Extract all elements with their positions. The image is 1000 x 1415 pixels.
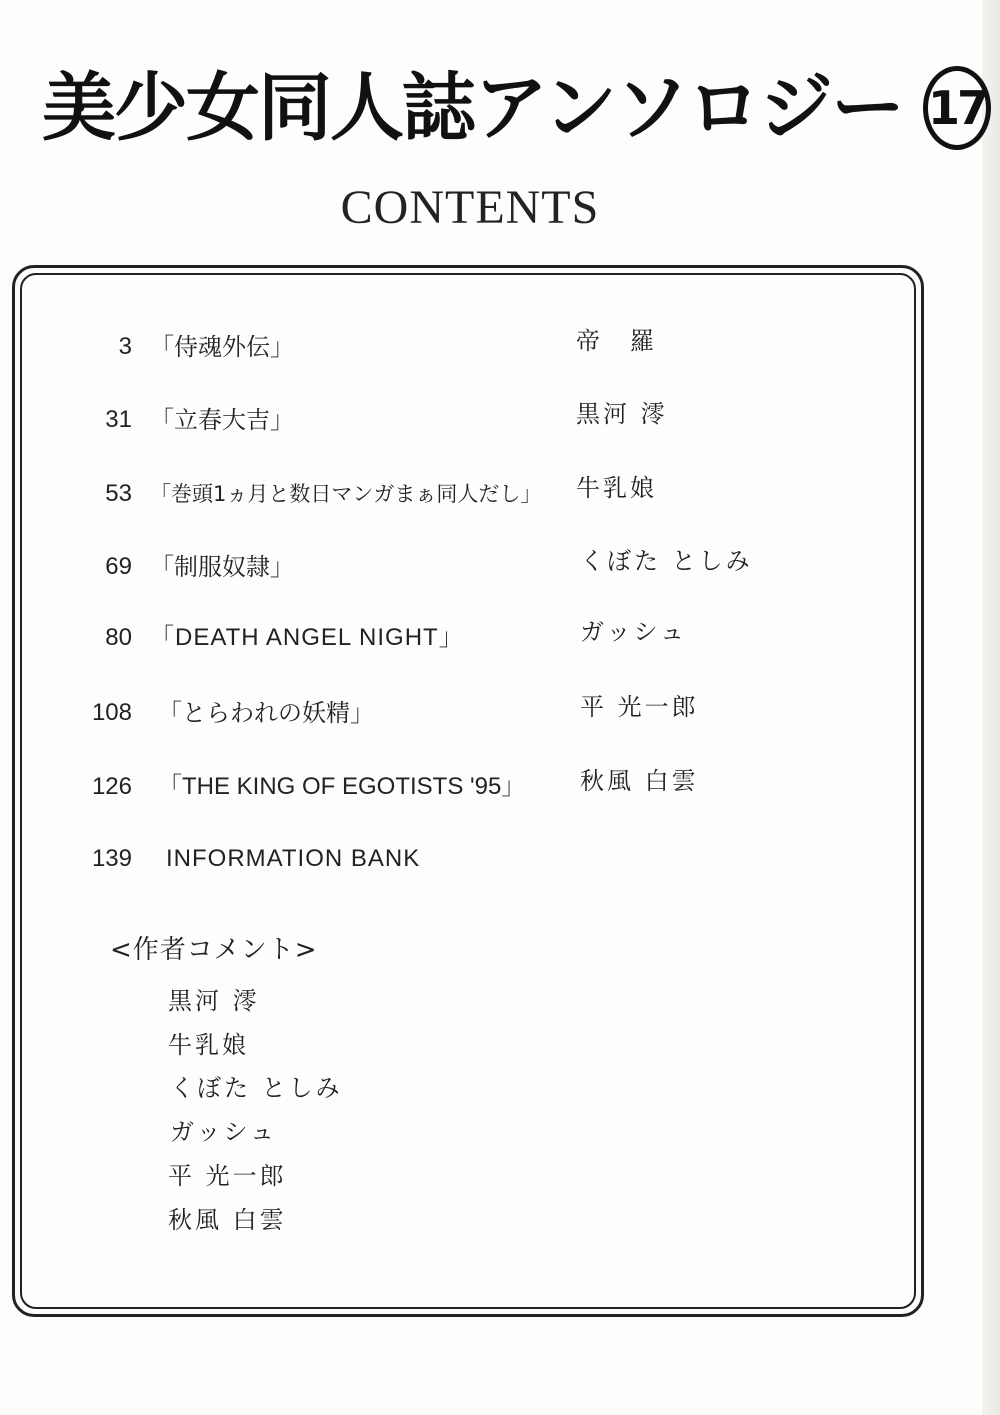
toc-author: くぼた としみ [580, 547, 753, 575]
volume-number-badge: 17 [923, 66, 991, 150]
toc-title: 「立春大吉」 [150, 406, 294, 434]
comment-author: 秋風 白雲 [168, 1206, 287, 1234]
toc-row [0, 400, 940, 440]
book-title-row [42, 58, 987, 158]
comment-row [0, 1114, 600, 1150]
toc-author: 秋風 白雲 [580, 767, 699, 795]
toc-page-number: 126 [91, 773, 132, 800]
toc-row [0, 327, 940, 367]
book-title: 美少女同人誌アンソロジー [42, 65, 904, 151]
toc-title: 「DEATH ANGEL NIGHT」 [150, 624, 464, 651]
toc-title: 「巻頭1ヵ月と数日マンガまぁ同人だし」 [150, 482, 542, 506]
comment-row [0, 1158, 600, 1194]
toc-title: 「侍魂外伝」 [150, 333, 294, 361]
toc-author: 牛乳娘 [576, 474, 657, 502]
comment-row [0, 1202, 600, 1238]
comment-author: ガッシュ [170, 1118, 278, 1146]
comment-author: 牛乳娘 [168, 1031, 249, 1059]
comment-row [0, 1070, 600, 1106]
toc-title: 「とらわれの妖精」 [158, 699, 374, 727]
author-comments-heading: <作者コメント> [110, 935, 318, 965]
page-edge-shadow [982, 0, 1000, 1415]
toc-row [0, 547, 940, 587]
comment-author: 平 光一郎 [168, 1162, 287, 1190]
contents-heading: CONTENTS [340, 181, 600, 234]
info-row [0, 839, 940, 879]
toc-title: 「THE KING OF EGOTISTS '95」 [158, 773, 526, 800]
toc-page-number: 80 [105, 624, 132, 651]
toc-author: 黒河 澪 [576, 400, 668, 428]
toc-row [0, 767, 940, 807]
toc-page-number: 31 [105, 406, 132, 433]
toc-page-number: 139 [91, 845, 132, 872]
comment-row [0, 983, 600, 1019]
toc-row [0, 474, 940, 514]
toc-page-number: 108 [91, 699, 132, 726]
toc-row [0, 618, 940, 658]
toc-row [0, 693, 940, 733]
toc-page-number: 69 [105, 553, 132, 580]
toc-page-number: 53 [105, 480, 132, 507]
comment-row [0, 1027, 600, 1063]
toc-title: 「制服奴隷」 [150, 553, 294, 581]
toc-page-number: 3 [118, 333, 132, 360]
toc-author: 平 光一郎 [580, 693, 699, 721]
toc-author: 帝 羅 [576, 327, 657, 355]
comment-author: 黒河 澪 [168, 987, 260, 1015]
toc-author: ガッシュ [580, 618, 688, 646]
info-title: INFORMATION BANK [166, 845, 421, 872]
comment-author: くぼた としみ [170, 1074, 343, 1102]
